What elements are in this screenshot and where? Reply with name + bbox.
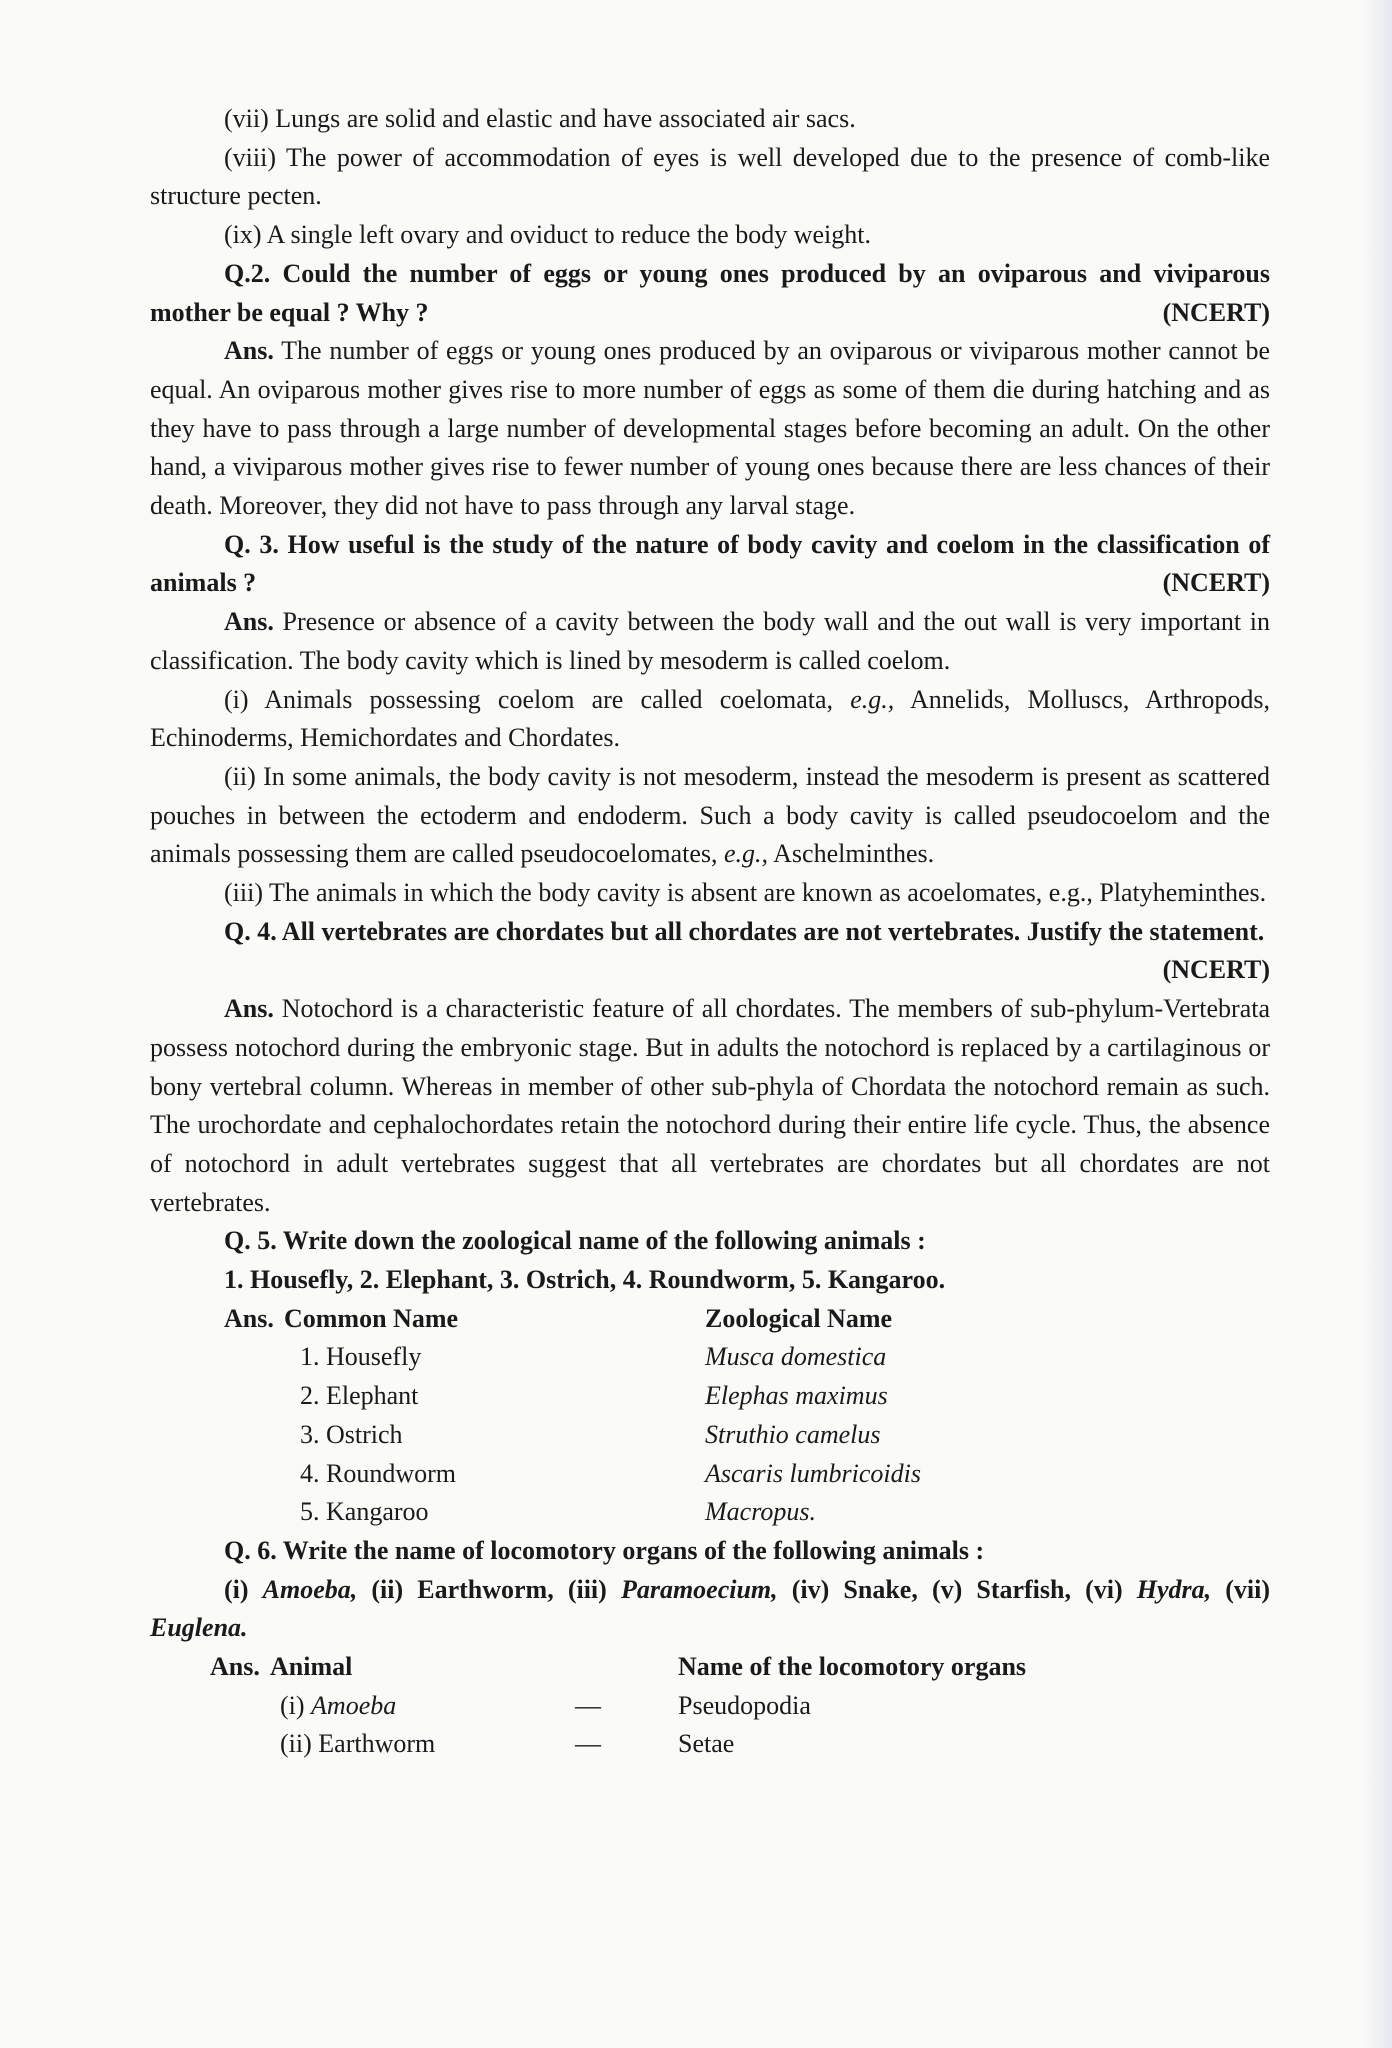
question-2-text: Q.2. Could the number of eggs or young ones produced by an oviparous and viviparous mother be equal ? Why ? <box>150 258 1270 327</box>
answer-3-point-ii <box>150 758 1270 874</box>
answer-3-point-i <box>150 681 1270 758</box>
ans-label: Ans. <box>224 994 274 1024</box>
list-item-name: Amoeba, <box>262 1574 358 1604</box>
common-name: 3. Ostrich <box>300 1419 403 1449</box>
point-i-text: (i) Animals possessing coelom are called coelomata, <box>224 684 834 714</box>
zoological-name: Elephas maximus <box>705 1381 888 1411</box>
question-5-list: 1. Housefly, 2. Elephant, 3. Ostrich, 4. Roundworm, 5. Kangaroo. <box>224 1265 946 1295</box>
common-name: 4. Roundworm <box>300 1458 456 1488</box>
point-vii: (vii) Lungs are solid and elastic and have associated air sacs. <box>224 104 856 133</box>
question-3 <box>150 526 1270 603</box>
list-item: (vii) <box>1225 1574 1271 1604</box>
ans-label: Ans. <box>224 607 274 637</box>
answer-4 <box>150 990 1270 1222</box>
question-6-list <box>150 1571 1270 1648</box>
animal-cell <box>280 1725 435 1764</box>
answer-2-text: The number of eggs or young ones produced by an oviparous or viviparous mother cannot be equal. An oviparous mother gives rise to more number of eggs as some of them die during hatching and as they have to pass through a large number of developmental stages before becoming an adult. On the other hand, a viviparous mother gives rise to fewer number of young ones because there are less chances of their death. Moreover, they did not have to pass through any larval stage. <box>150 336 1270 521</box>
table-row <box>150 1687 1270 1726</box>
table-row <box>150 1455 1270 1494</box>
zoological-name: Macropus. <box>705 1497 816 1527</box>
answer-3 <box>150 603 1270 680</box>
page-edge-shadow <box>1362 0 1392 2048</box>
animal-name: Earthworm <box>318 1729 436 1759</box>
dash-separator: — <box>575 1690 601 1720</box>
list-item: (i) <box>224 1574 249 1604</box>
point-ii-eg: e.g., <box>724 839 769 869</box>
animal-name: Amoeba <box>311 1690 397 1720</box>
table-row <box>150 1416 1270 1455</box>
point-i-eg: e.g., <box>850 684 895 714</box>
zoological-name: Musca domestica <box>705 1342 887 1372</box>
locomotory-organ: Setae <box>678 1729 735 1759</box>
animal-number: (i) <box>280 1690 305 1720</box>
question-5: Q. 5. Write down the zoological name of the following animals : <box>224 1226 926 1256</box>
zoological-name: Struthio camelus <box>705 1419 881 1449</box>
locomotory-organ-header: Name of the locomotory organs <box>678 1652 1027 1682</box>
ans-label: Ans. <box>224 1303 274 1333</box>
locomotory-table-header <box>150 1648 1270 1687</box>
table-row <box>150 1725 1270 1764</box>
question-3-text: Q. 3. How useful is the study of the nature of body cavity and coelom in the classification of animals ? <box>150 529 1270 598</box>
zoological-table-header <box>150 1300 1270 1339</box>
list-item-name: Hydra, <box>1136 1574 1212 1604</box>
zoological-name: Ascaris lumbricoidis <box>705 1458 921 1488</box>
textbook-page <box>150 100 1270 1764</box>
ncert-tag: (NCERT) <box>1162 955 1270 985</box>
point-ii-text: (ii) In some animals, the body cavity is not mesoderm, instead the mesoderm is present as scattered pouches in between the ectoderm and endoderm. Such a body cavity is called pseudocoelom and the animals possessing them are called pseudocoelomates, <box>150 761 1270 869</box>
question-4 <box>150 913 1270 990</box>
ans-label: Ans. <box>210 1652 260 1682</box>
ncert-tag: (NCERT) <box>1162 568 1270 598</box>
answer-2 <box>150 332 1270 526</box>
common-name: 1. Housefly <box>300 1342 422 1372</box>
common-name-header: Common Name <box>284 1303 459 1333</box>
point-ii-example: Aschelminthes. <box>773 839 935 869</box>
answer-4-text: Notochord is a characteristic feature of all chordates. The members of sub-phylum-Vertebrata possess notochord during the embryonic stage. But in adults the notochord is replaced by a cartilaginous or bony vertebral column. Whereas in member of other sub-phyla of Chordata the notochord remain as such. The urochordate and cephalochordates retain the notochord during their entire life cycle. Thus, the absence of notochord in adult vertebrates suggest that all vertebrates are chordates but all chordates are not vertebrates. <box>150 994 1270 1217</box>
common-name: 2. Elephant <box>300 1381 419 1411</box>
question-6: Q. 6. Write the name of locomotory organs of the following animals : <box>224 1535 985 1565</box>
point-ix: (ix) A single left ovary and oviduct to reduce the body weight. <box>224 220 871 250</box>
list-item-name: Euglena. <box>150 1613 248 1643</box>
ncert-tag: (NCERT) <box>1162 297 1270 327</box>
table-row <box>150 1493 1270 1532</box>
common-name: 5. Kangaroo <box>300 1497 429 1527</box>
table-row <box>150 1338 1270 1377</box>
animal-cell <box>280 1687 396 1726</box>
question-4-text: Q. 4. All vertebrates are chordates but all chordates are not vertebrates. Justify the statement. <box>224 916 1265 946</box>
animal-header: Animal <box>270 1652 353 1682</box>
list-item: (iv) Snake, (v) Starfish, <box>791 1574 1071 1604</box>
animal-number: (ii) <box>280 1729 312 1759</box>
zoological-name-header: Zoological Name <box>705 1303 893 1333</box>
question-2 <box>150 255 1270 332</box>
table-row <box>150 1377 1270 1416</box>
locomotory-organ: Pseudopodia <box>678 1690 811 1720</box>
answer-3-text: Presence or absence of a cavity between the body wall and the out wall is very important in classification. The body cavity which is lined by mesoderm is called coelom. <box>150 607 1270 675</box>
list-item: (ii) Earthworm, (iii) <box>371 1574 607 1604</box>
point-viii: (viii) The power of accommodation of eyes is well developed due to the presence of comb-like structure pecten. <box>150 142 1270 211</box>
list-item-name: Paramoecium, <box>620 1574 778 1604</box>
ans-label: Ans. <box>224 336 274 366</box>
answer-3-point-iii: (iii) The animals in which the body cavity is absent are known as acoelomates, e.g., Platyheminthes. <box>224 878 1267 908</box>
list-item: (vi) <box>1085 1574 1123 1604</box>
point-i-examples: Annelids, Molluscs, Arthropods, Echinoderms, Hemichordates and Chordates. <box>150 684 1270 753</box>
dash-separator: — <box>575 1729 601 1759</box>
